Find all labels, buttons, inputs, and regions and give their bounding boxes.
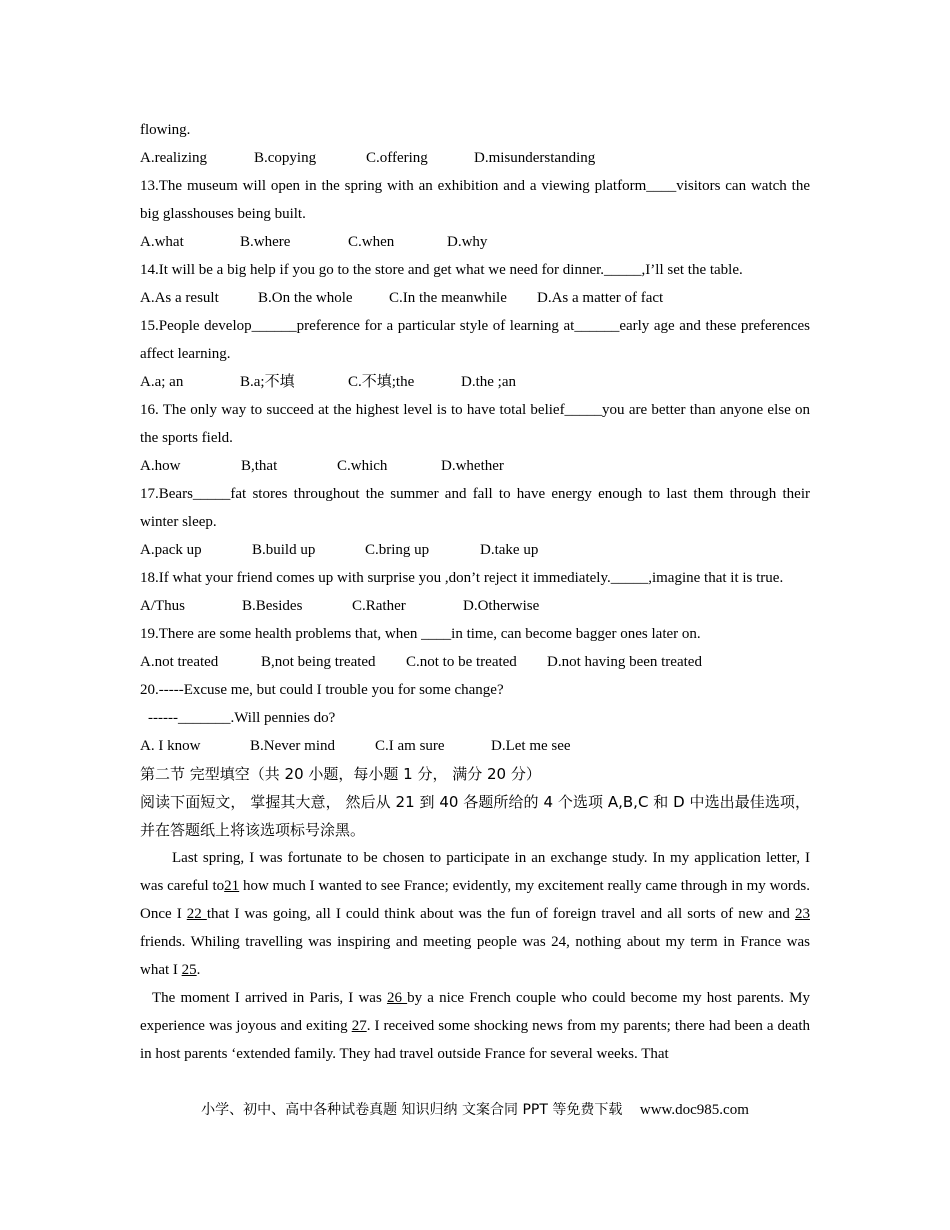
section-instructions: 阅读下面短文， 掌握其大意， 然后从 21 到 40 各题所给的 4 个选项 A,B,C 和 D 中选出最佳选项， 并在答题纸上将该选项标号涂黑。: [140, 793, 810, 839]
option-b: B.a;不填: [240, 374, 295, 390]
option-c: C.when: [348, 234, 395, 250]
passage-text: Last spring, I was fortunate to be chosen to participate in an exchange study. In my application letter, I was careful to: [140, 850, 810, 894]
q12-tail: flowing.: [140, 122, 191, 138]
q13-stem: 13.The museum will open in the spring with an exhibition and a viewing platform____visitors can watch the big glasshouses being built.: [140, 178, 810, 222]
option-c: C.offering: [366, 150, 428, 166]
option-d: D.why: [447, 234, 488, 250]
option-b: B.Besides: [242, 598, 303, 614]
q16-stem: 16. The only way to succeed at the highest level is to have total belief_____you are better than anyone else on the sports field.: [140, 402, 810, 446]
q14-options: [140, 284, 810, 312]
blank-26: 26: [386, 990, 408, 1006]
option-c: C.Rather: [352, 598, 406, 614]
option-d: D.Otherwise: [463, 598, 540, 614]
exam-content: [140, 116, 810, 1068]
option-b: B,that: [241, 458, 278, 474]
blank-25: 25: [181, 962, 197, 978]
option-a: A.a; an: [140, 374, 184, 390]
q19-stem: 19.There are some health problems that, when ____in time, can become bagger ones later on.: [140, 626, 701, 642]
blank-27: 27: [351, 1018, 367, 1034]
footer-text: 小学、初中、高中各种试卷真题 知识归纳 文案合同 PPT 等免费下载: [201, 1102, 623, 1118]
option-b: B.build up: [252, 542, 316, 558]
q14-stem: 14.It will be a big help if you go to the store and get what we need for dinner._____,I’ll set the table.: [140, 262, 743, 278]
option-a: A.not treated: [140, 654, 219, 670]
q18-stem: 18.If what your friend comes up with surprise you ,don’t reject it immediately._____,imagine that it is true.: [140, 570, 784, 586]
blank-21: 21: [224, 878, 240, 894]
option-b: B,not being treated: [261, 654, 376, 670]
q16-options: [140, 452, 810, 480]
option-c: C.In the meanwhile: [389, 290, 507, 306]
q12-options: [140, 144, 810, 172]
option-d: D.not having been treated: [547, 654, 702, 670]
option-d: D.take up: [480, 542, 539, 558]
option-c: C.bring up: [365, 542, 430, 558]
option-b: B.where: [240, 234, 291, 250]
q15-stem: 15.People develop______preference for a particular style of learning at______early age and these preferences affect learning.: [140, 318, 810, 362]
option-a: A.what: [140, 234, 184, 250]
passage-text: The moment I arrived in Paris, I was: [152, 990, 387, 1006]
passage-text: . I received some shocking news from my parents; there had been a death in host parents ‘extended family. They had travel outside France for several weeks. That: [140, 1018, 810, 1062]
q15-options: [140, 368, 810, 396]
option-c: C.which: [337, 458, 388, 474]
option-c: C.not to be treated: [406, 654, 517, 670]
option-a: A.pack up: [140, 542, 202, 558]
passage-text: that I was going, all I could think about was the fun of foreign travel and all sorts of new and: [206, 906, 795, 922]
option-d: D.misunderstanding: [474, 150, 596, 166]
q17-stem: 17.Bears_____fat stores throughout the summer and fall to have energy enough to last them through their winter sleep.: [140, 486, 810, 530]
blank-23: 23: [795, 906, 810, 922]
passage-text: .: [196, 962, 201, 978]
q20-options: [140, 732, 810, 760]
option-a: A. I know: [140, 738, 201, 754]
option-a: A.realizing: [140, 150, 208, 166]
option-c: C.I am sure: [375, 738, 445, 754]
passage-paragraph-1: [140, 844, 810, 984]
q17-options: [140, 536, 810, 564]
passage-text: how much I wanted to see France; evidently, my excitement really came through in my words. Once I: [140, 878, 810, 922]
q19-options: [140, 648, 810, 676]
option-a: A/Thus: [140, 598, 185, 614]
blank-22: 22: [186, 906, 207, 922]
q20-stem: 20.-----Excuse me, but could I trouble you for some change?: [140, 682, 504, 698]
footer-url: www.doc985.com: [639, 1102, 749, 1118]
option-a: A.As a result: [140, 290, 219, 306]
q20-response: ------_______.Will pennies do?: [148, 710, 336, 726]
option-d: D.the ;an: [461, 374, 516, 390]
q18-options: [140, 592, 810, 620]
q13-options: [140, 228, 810, 256]
option-c: C.不填;the: [348, 374, 415, 390]
option-b: B.copying: [254, 150, 317, 166]
option-a: A.how: [140, 458, 181, 474]
passage-paragraph-2: [140, 984, 810, 1068]
option-b: B.On the whole: [258, 290, 353, 306]
option-d: D.Let me see: [491, 738, 571, 754]
option-d: D.As a matter of fact: [537, 290, 664, 306]
section-heading: 第二节 完型填空（共 20 小题，每小题 1 分， 满分 20 分）: [140, 765, 541, 783]
option-b: B.Never mind: [250, 738, 335, 754]
option-d: D.whether: [441, 458, 504, 474]
page-footer: [0, 1098, 950, 1122]
passage-text: friends. Whiling travelling was inspiring and meeting people was 24, nothing about my term in France was what I: [140, 934, 810, 978]
passage-text: by a nice French couple who could become my host parents. My experience was joyous and exiting: [140, 990, 811, 1034]
